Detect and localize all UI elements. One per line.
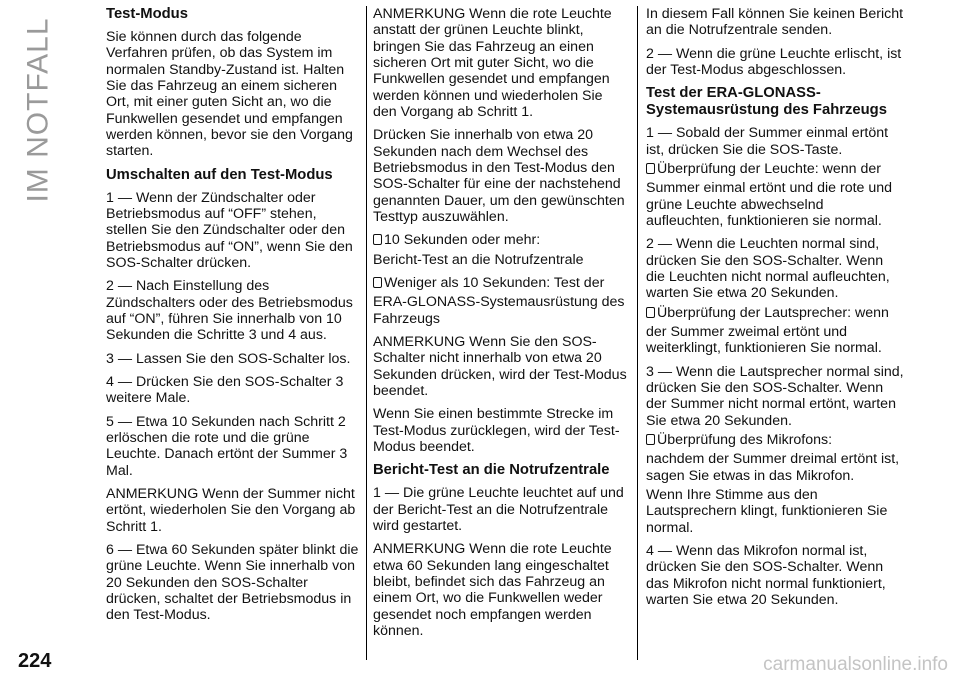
column-divider [637, 6, 638, 660]
bullet-item [373, 275, 629, 291]
bullet-item [646, 305, 904, 321]
step-paragraph: 2 — Wenn die Leuchten normal sind, drücken Sie den SOS-Schalter. Wenn die Leuchten nicht normal aufleuchten, warten Sie etwa 20 Sekunden. [646, 236, 890, 302]
step-paragraph: 4 — Drücken Sie den SOS-Schalter 3 weitere Male. [106, 373, 344, 407]
bullet-continuation: ERA-GLONASS-Systemausrüstung des Fahrzeugs [373, 294, 625, 327]
watermark: carmanualsonline.info [763, 654, 948, 675]
paragraph: Drücken Sie innerhalb von etwa 20 Sekunden nach dem Wechsel des Betriebsmodus in den Test-Modus den SOS-Schalter für eine der nachstehend genannten Dauer, um den gewünschten Testtyp auszuwählen. [373, 127, 625, 225]
column-divider [366, 6, 367, 660]
text-column-3 [646, 6, 904, 615]
bullet-text: Überprüfung des Mikrofons: [657, 431, 833, 448]
bullet-text: 10 Sekunden oder mehr: [384, 232, 541, 249]
section-side-label [14, 17, 64, 203]
bullet-icon [373, 234, 382, 245]
paragraph: Sie können durch das folgende Verfahren prüfen, ob das System im normalen Standby-Zustand ist. Halten Sie das Fahrzeug an einem sicheren Ort, mit einer guten Sicht an, wo die Funkwellen gesendet und empfangen werden können, bevor sie den Vorgang starten. [106, 29, 353, 160]
bullet-icon [373, 277, 382, 288]
text-column-1 [106, 6, 361, 631]
paragraph: In diesem Fall können Sie keinen Bericht an die Notrufzentrale senden. [646, 6, 904, 39]
section-side-label-text: IM NOTFALL [22, 17, 56, 203]
step-paragraph: 1 — Wenn der Zündschalter oder Betriebsmodus auf “OFF” stehen, stellen Sie den Zündschalter oder den Betriebsmodus auf “ON”, wenn Sie den SOS-Schalter drücken. [106, 189, 353, 271]
note-paragraph: ANMERKUNG Wenn Sie den SOS-Schalter nicht innerhalb von etwa 20 Sekunden drücken, wird der Test-Modus beendet. [373, 333, 627, 399]
note-paragraph: ANMERKUNG Wenn der Summer nicht ertönt, wiederholen Sie den Vorgang ab Schritt 1. [106, 485, 356, 535]
heading-report-test: Bericht-Test an die Notrufzentrale [373, 462, 610, 479]
step-paragraph: 3 — Lassen Sie den SOS-Schalter los. [106, 350, 351, 367]
step-paragraph: 6 — Etwa 60 Sekunden später blinkt die grüne Leuchte. Wenn Sie innerhalb von 20 Sekunden den SOS-Schalter drücken, schaltet der Betriebsmodus in den Test-Modus. [106, 541, 359, 624]
step-paragraph: 2 — Wenn die grüne Leuchte erlischt, ist der Test-Modus abgeschlossen. [646, 45, 902, 78]
step-paragraph: 1 — Sobald der Summer einmal ertönt ist, drücken Sie die SOS-Taste. [646, 125, 889, 158]
bullet-item [646, 161, 904, 177]
note-paragraph: ANMERKUNG Wenn die rote Leuchte anstatt der grünen Leuchte blinkt, bringen Sie das Fahrzeug an einen sicheren Ort mit guter Sicht, wo die Funkwellen gesendet und empfangen werden können und wiederholen Sie den Vorgang ab Schritt 1. [373, 6, 612, 120]
bullet-item [646, 432, 904, 448]
paragraph: Wenn Sie einen bestimmte Strecke im Test-Modus zurücklegen, wird der Test-Modus beendet. [373, 406, 620, 455]
step-paragraph: 3 — Wenn die Lautsprecher normal sind, drücken Sie den SOS-Schalter. Wenn der Summer nicht normal ertönt, warten Sie etwa 20 Sekunden. [646, 363, 904, 429]
bullet-continuation: Summer einmal ertönt und die rote und grüne Leuchte abwechselnd aufleuchten, funktionieren sie normal. [646, 180, 893, 229]
bullet-continuation: der Summer zweimal ertönt und weiterklingt, funktionieren Sie normal. [646, 323, 882, 357]
heading-test-mode: Test-Modus [106, 6, 188, 22]
bullet-text: Weniger als 10 Sekunden: Test der [384, 274, 605, 291]
text-column-2 [373, 6, 629, 646]
step-paragraph: 2 — Nach Einstellung des Zündschalters oder des Betriebsmodus auf “ON”, führen Sie innerhalb von 10 Sekunden die Schritte 3 und 4 aus. [106, 278, 353, 344]
bullet-icon [646, 434, 655, 445]
bullet-item [373, 232, 629, 248]
bullet-text: Überprüfung der Leuchte: wenn der [657, 161, 881, 177]
bullet-continuation: Bericht-Test an die Notrufzentrale [373, 251, 584, 268]
heading-switch-test-mode: Umschalten auf den Test-Modus [106, 166, 333, 183]
bullet-icon [646, 307, 655, 318]
heading-era-glonass-test: Test der ERA-GLONASS-Systemausrüstung des Fahrzeugs [646, 85, 887, 119]
bullet-continuation: Wenn Ihre Stimme aus den Lautsprechern klingt, funktionieren Sie normal. [646, 486, 888, 536]
step-paragraph: 4 — Wenn das Mikrofon normal ist, drücken Sie den SOS-Schalter. Wenn das Mikrofon nicht normal funktioniert, warten Sie etwa 20 Sekunden. [646, 542, 886, 608]
bullet-icon [646, 163, 655, 174]
note-paragraph: ANMERKUNG Wenn die rote Leuchte etwa 60 Sekunden lang eingeschaltet bleibt, befindet sich das Fahrzeug an einem Ort, wo die Funkwellen weder gesendet noch empfangen werden können. [373, 541, 612, 639]
bullet-text: Überprüfung der Lautsprecher: wenn [657, 304, 889, 321]
step-paragraph: 1 — Die grüne Leuchte leuchtet auf und der Bericht-Test an die Notrufzentrale wird gestartet. [373, 485, 624, 534]
page-number: 224 [18, 650, 52, 672]
bullet-continuation: nachdem der Summer dreimal ertönt ist, sagen Sie etwas in das Mikrofon. [646, 451, 900, 484]
step-paragraph: 5 — Etwa 10 Sekunden nach Schritt 2 erlöschen die rote und die grüne Leuchte. Danach ertönt der Summer 3 Mal. [106, 413, 348, 479]
